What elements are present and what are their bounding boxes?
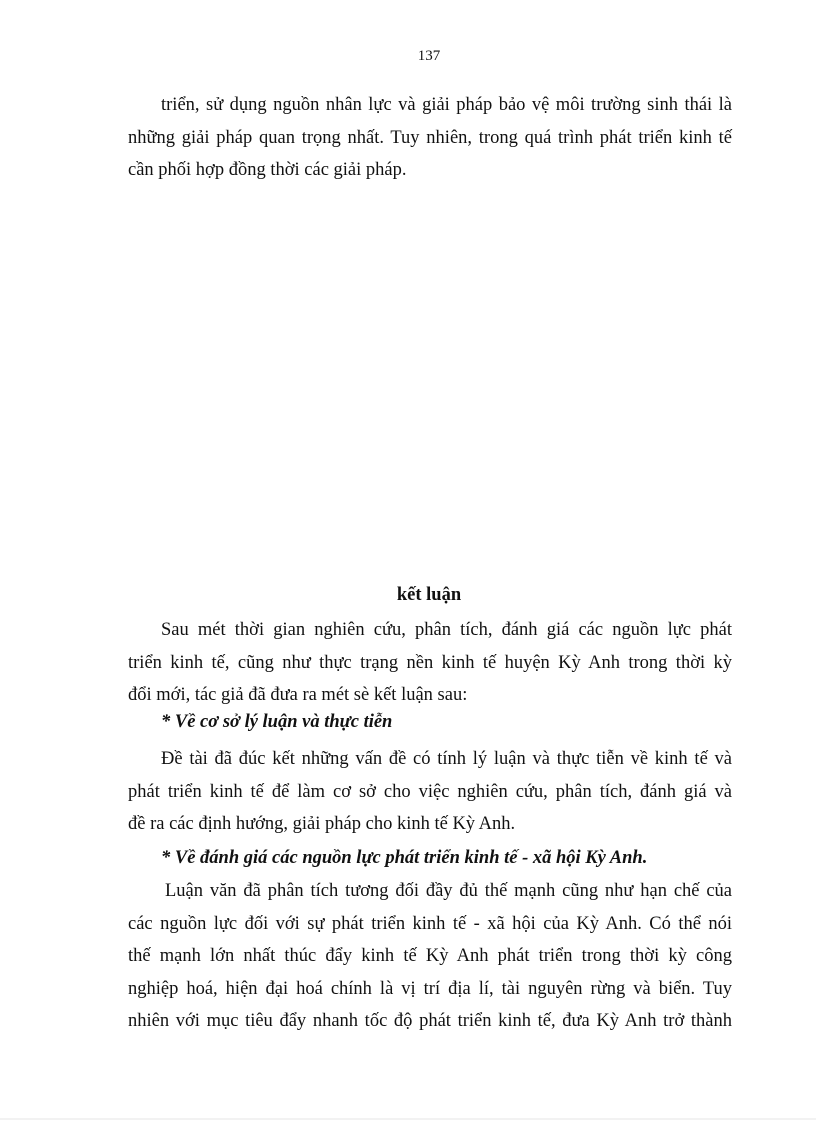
section2-line-5: nhiên với mục tiêu đẩy nhanh tốc độ phát triển kinh tế, đưa Kỳ Anh trở thành — [128, 1011, 732, 1031]
section1-heading: * Về cơ sở lý luận và thực tiễn — [161, 712, 393, 732]
section2-heading: * Về đánh giá các nguồn lực phát triển kinh tế - xã hội Kỳ Anh. — [161, 848, 648, 868]
section1-line-3: đề ra các định hướng, giải pháp cho kinh tế Kỳ Anh. — [128, 814, 516, 834]
section1-line-2: phát triển kinh tế để làm cơ sở cho việc nghiên cứu, phân tích, đánh giá và — [128, 781, 732, 802]
section2-line-3: thế mạnh lớn nhất thúc đẩy kinh tế Kỳ Anh phát triển trong thời kỳ công — [128, 946, 732, 966]
intro-paragraph — [128, 89, 732, 187]
conclusion-title: kết luận — [396, 585, 462, 605]
opening-line-1: Sau mét thời gian nghiên cứu, phân tích, đánh giá các nguồn lực phát — [161, 620, 732, 640]
opening-line-3: đổi mới, tác giả đã đưa ra mét sè kết luận sau: — [128, 685, 468, 705]
section2-paragraph — [128, 875, 732, 1038]
intro-line-1: triển, sử dụng nguồn nhân lực và giải pháp bảo vệ môi trường sinh thái là — [161, 95, 732, 115]
section1-line-1: Đề tài đã đúc kết những vấn đề có tính lý luận và thực tiễn về kinh tế và — [161, 749, 732, 769]
intro-line-3: cần phối hợp đồng thời các giải pháp. — [128, 160, 407, 180]
conclusion-opening-paragraph — [128, 614, 732, 712]
intro-line-2: những giải pháp quan trọng nhất. Tuy nhiên, trong quá trình phát triển kinh tế — [128, 127, 732, 148]
section1-paragraph — [128, 743, 732, 841]
section2-line-2: các nguồn lực đối với sự phát triển kinh tế - xã hội của Kỳ Anh. Có thể nói — [128, 913, 732, 934]
opening-line-2: triển kinh tế, cũng như thực trạng nền kinh tế huyện Kỳ Anh trong thời kỳ — [128, 652, 732, 673]
page-number: 137 — [417, 48, 441, 64]
page-bottom-edge — [0, 1118, 816, 1120]
section2-line-1: Luận văn đã phân tích tương đối đầy đủ thế mạnh cũng như hạn chế của — [165, 881, 732, 901]
section2-line-4: nghiệp hoá, hiện đại hoá chính là vị trí địa lí, tài nguyên rừng và biển. Tuy — [128, 978, 732, 999]
